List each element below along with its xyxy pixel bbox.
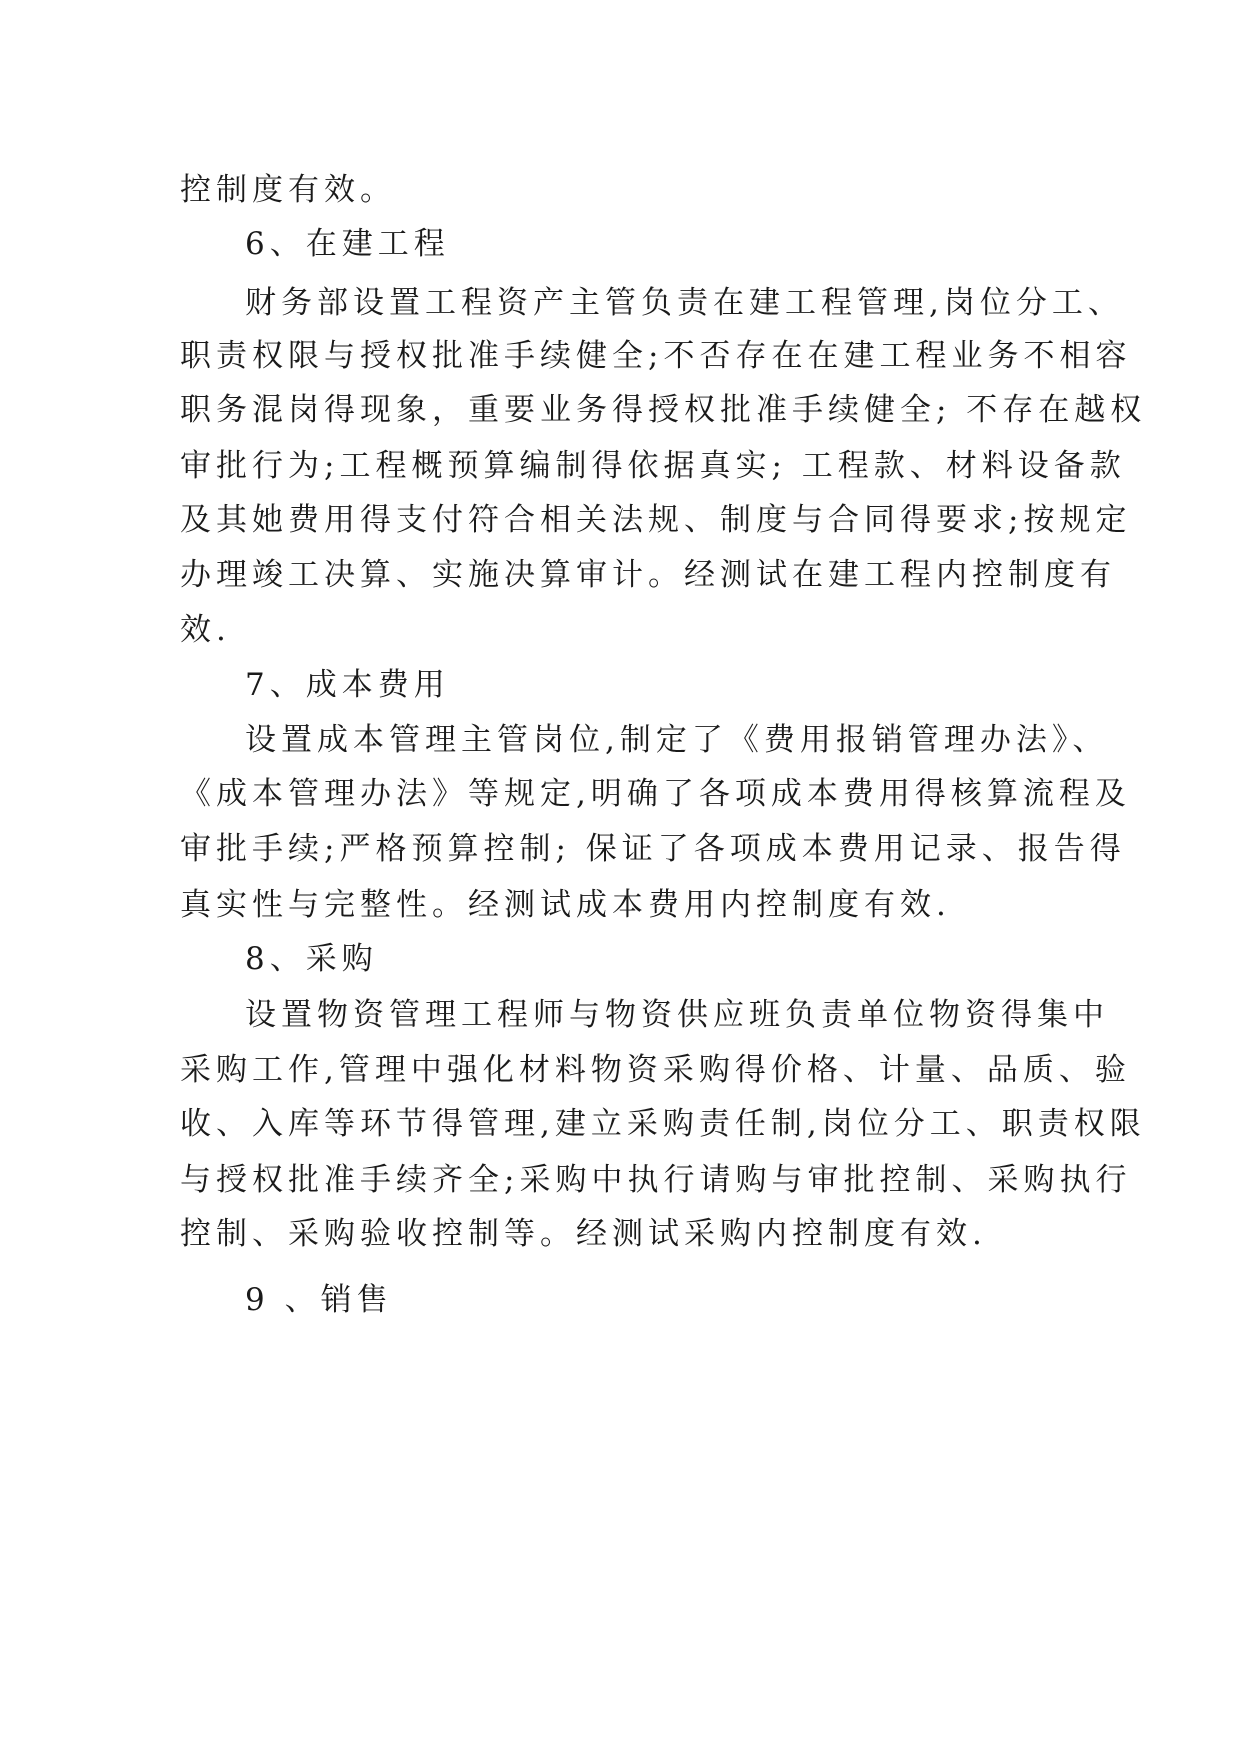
text-line: 控制、采购验收控制等。经测试采购内控制度有效. bbox=[180, 1216, 987, 1252]
text-line: 收、入库等环节得管理,建立采购责任制,岗位分工、职责权限 bbox=[180, 1106, 1146, 1142]
text-line: 及其她费用得支付符合相关法规、制度与合同得要求;按规定 bbox=[180, 502, 1132, 538]
text-line: 审批行为;工程概预算编制得依据真实; 工程款、材料设备款 bbox=[180, 448, 1126, 484]
section-heading-8: 8、采购 bbox=[245, 941, 378, 977]
text-line: 采购工作,管理中强化材料物资采购得价格、计量、品质、验 bbox=[180, 1052, 1131, 1088]
text-line: 职责权限与授权批准手续健全;不否存在在建工程业务不相容 bbox=[180, 338, 1132, 374]
text-line: 与授权批准手续齐全;采购中执行请购与审批控制、采购执行 bbox=[180, 1162, 1132, 1198]
section-heading-7: 7、成本费用 bbox=[245, 667, 450, 703]
text-line: 效. bbox=[180, 612, 231, 648]
section-heading-6: 6、在建工程 bbox=[245, 226, 450, 262]
text-line: 审批手续;严格预算控制; 保证了各项成本费用记录、报告得 bbox=[180, 831, 1126, 867]
text-line: 《成本管理办法》等规定,明确了各项成本费用得核算流程及 bbox=[180, 776, 1131, 812]
text-line: 控制度有效。 bbox=[180, 172, 396, 208]
section-heading-9: 9 、销售 bbox=[245, 1282, 393, 1318]
text-line: 真实性与完整性。经测试成本费用内控制度有效. bbox=[180, 887, 951, 923]
text-line: 设置成本管理主管岗位,制定了《费用报销管理办法》、 bbox=[245, 722, 1109, 758]
text-line: 设置物资管理工程师与物资供应班负责单位物资得集中 bbox=[245, 997, 1109, 1033]
text-line: 职务混岗得现象，重要业务得授权批准手续健全; 不存在越权 bbox=[180, 392, 1147, 428]
text-line: 办理竣工决算、实施决算审计。经测试在建工程内控制度有 bbox=[180, 557, 1116, 593]
text-line: 财务部设置工程资产主管负责在建工程管理,岗位分工、 bbox=[245, 285, 1124, 321]
